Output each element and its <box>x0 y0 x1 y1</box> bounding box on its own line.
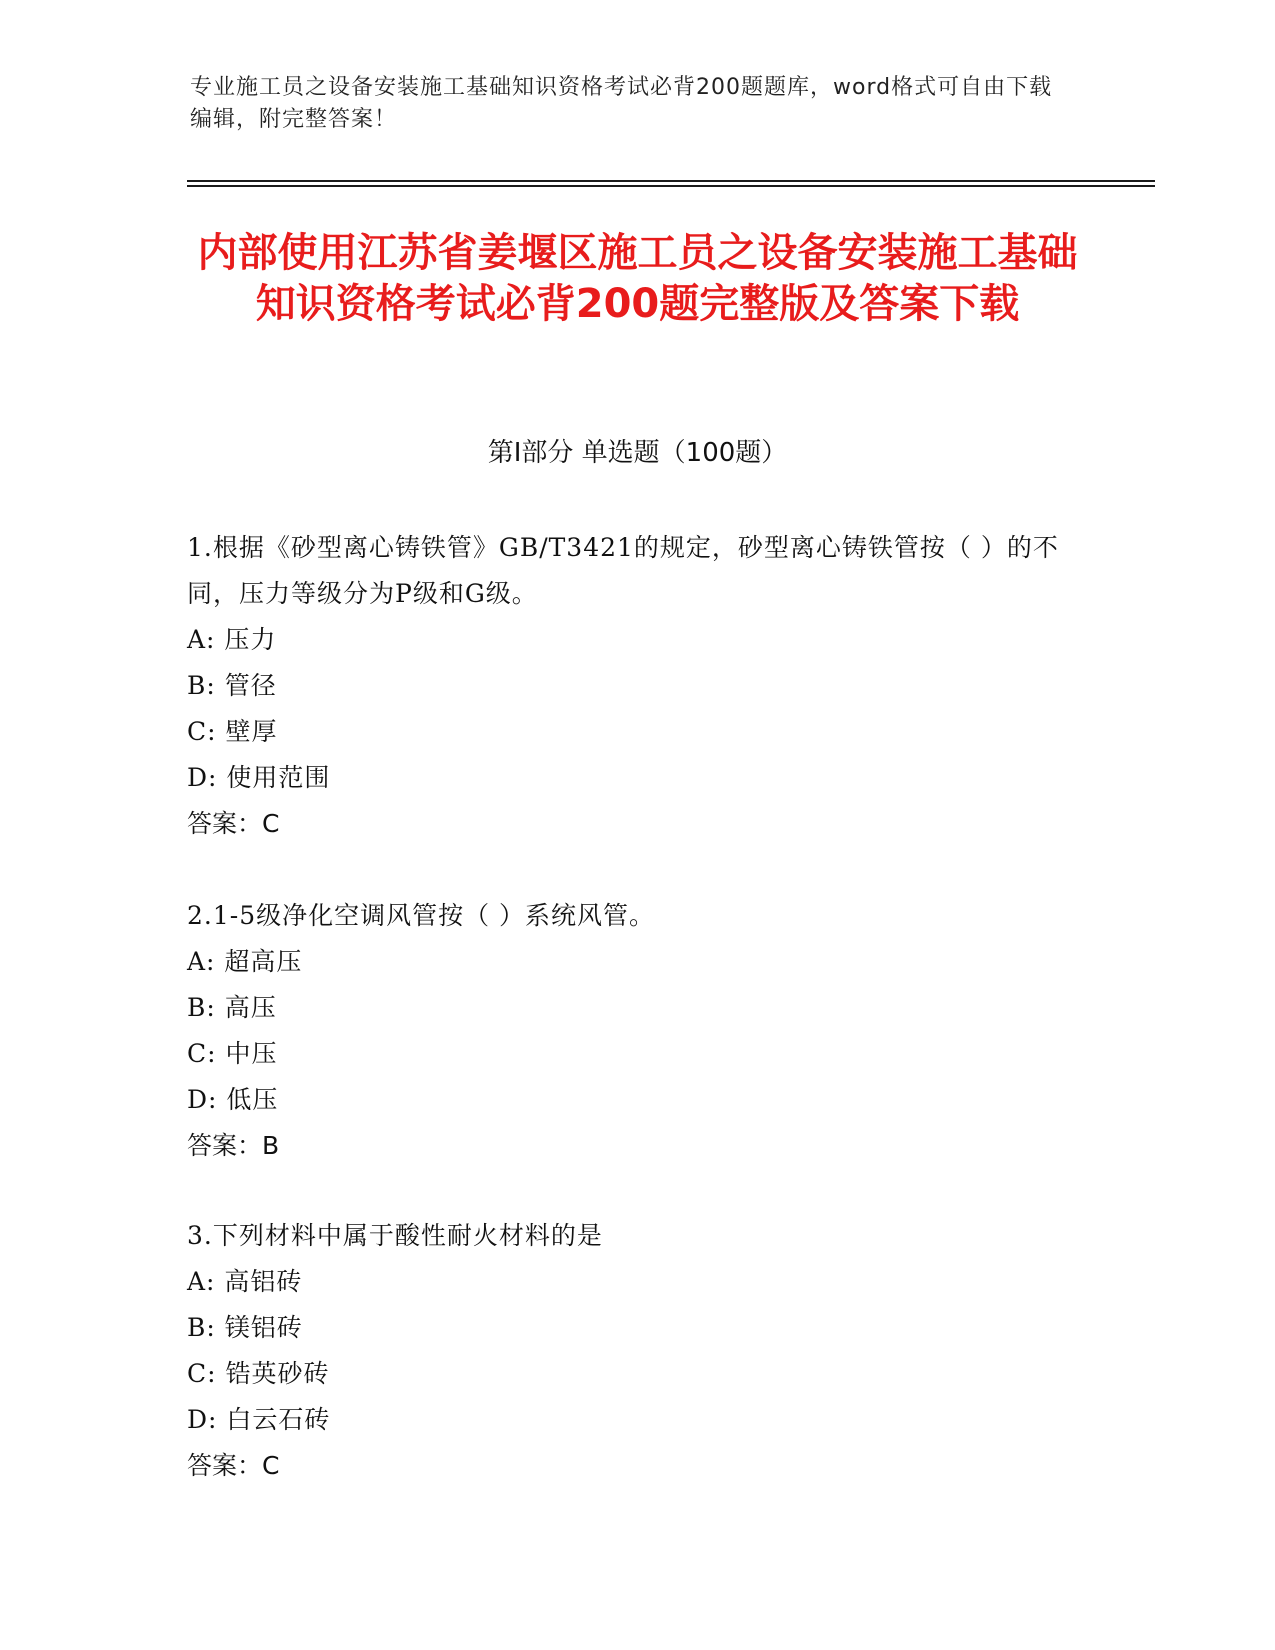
option-a: A: 超高压 <box>187 947 303 976</box>
question-text: 3.下列材料中属于酸性耐火材料的是 <box>187 1221 603 1250</box>
answer: 答案：C <box>187 1451 280 1480</box>
section-heading: 第I部分 单选题（100题） <box>487 438 788 468</box>
question-text: 1.根据《砂型离心铸铁管》GB/T3421的规定，砂型离心铸铁管按（ ）的不同，压力等级分为P级和G级。 <box>187 533 1059 608</box>
option-d: D: 使用范围 <box>187 763 331 792</box>
option-a: A: 高铝砖 <box>187 1267 303 1296</box>
option-d: D: 低压 <box>187 1085 279 1114</box>
question-2 <box>187 893 1087 1169</box>
option-c: C: 中压 <box>187 1039 278 1068</box>
header-note: 专业施工员之设备安装施工基础知识资格考试必背200题题库，word格式可自由下载编辑，附完整答案！ <box>190 75 1053 132</box>
question-1 <box>187 525 1087 847</box>
option-c: C: 壁厚 <box>187 717 278 746</box>
option-d: D: 白云石砖 <box>187 1405 331 1434</box>
question-3 <box>187 1213 1087 1489</box>
document-title: 内部使用江苏省姜堰区施工员之设备安装施工基础知识资格考试必背200题完整版及答案下载 <box>197 230 1078 327</box>
option-c: C: 锆英砂砖 <box>187 1359 330 1388</box>
option-b: B: 高压 <box>187 993 277 1022</box>
answer: 答案：C <box>187 809 280 838</box>
option-b: B: 管径 <box>187 671 277 700</box>
answer: 答案：B <box>187 1131 280 1160</box>
header-divider-bottom <box>187 185 1155 187</box>
option-a: A: 压力 <box>187 625 277 654</box>
header-divider-top <box>187 180 1155 182</box>
question-text: 2.1-5级净化空调风管按（ ）系统风管。 <box>187 901 656 930</box>
option-b: B: 镁铝砖 <box>187 1313 303 1342</box>
